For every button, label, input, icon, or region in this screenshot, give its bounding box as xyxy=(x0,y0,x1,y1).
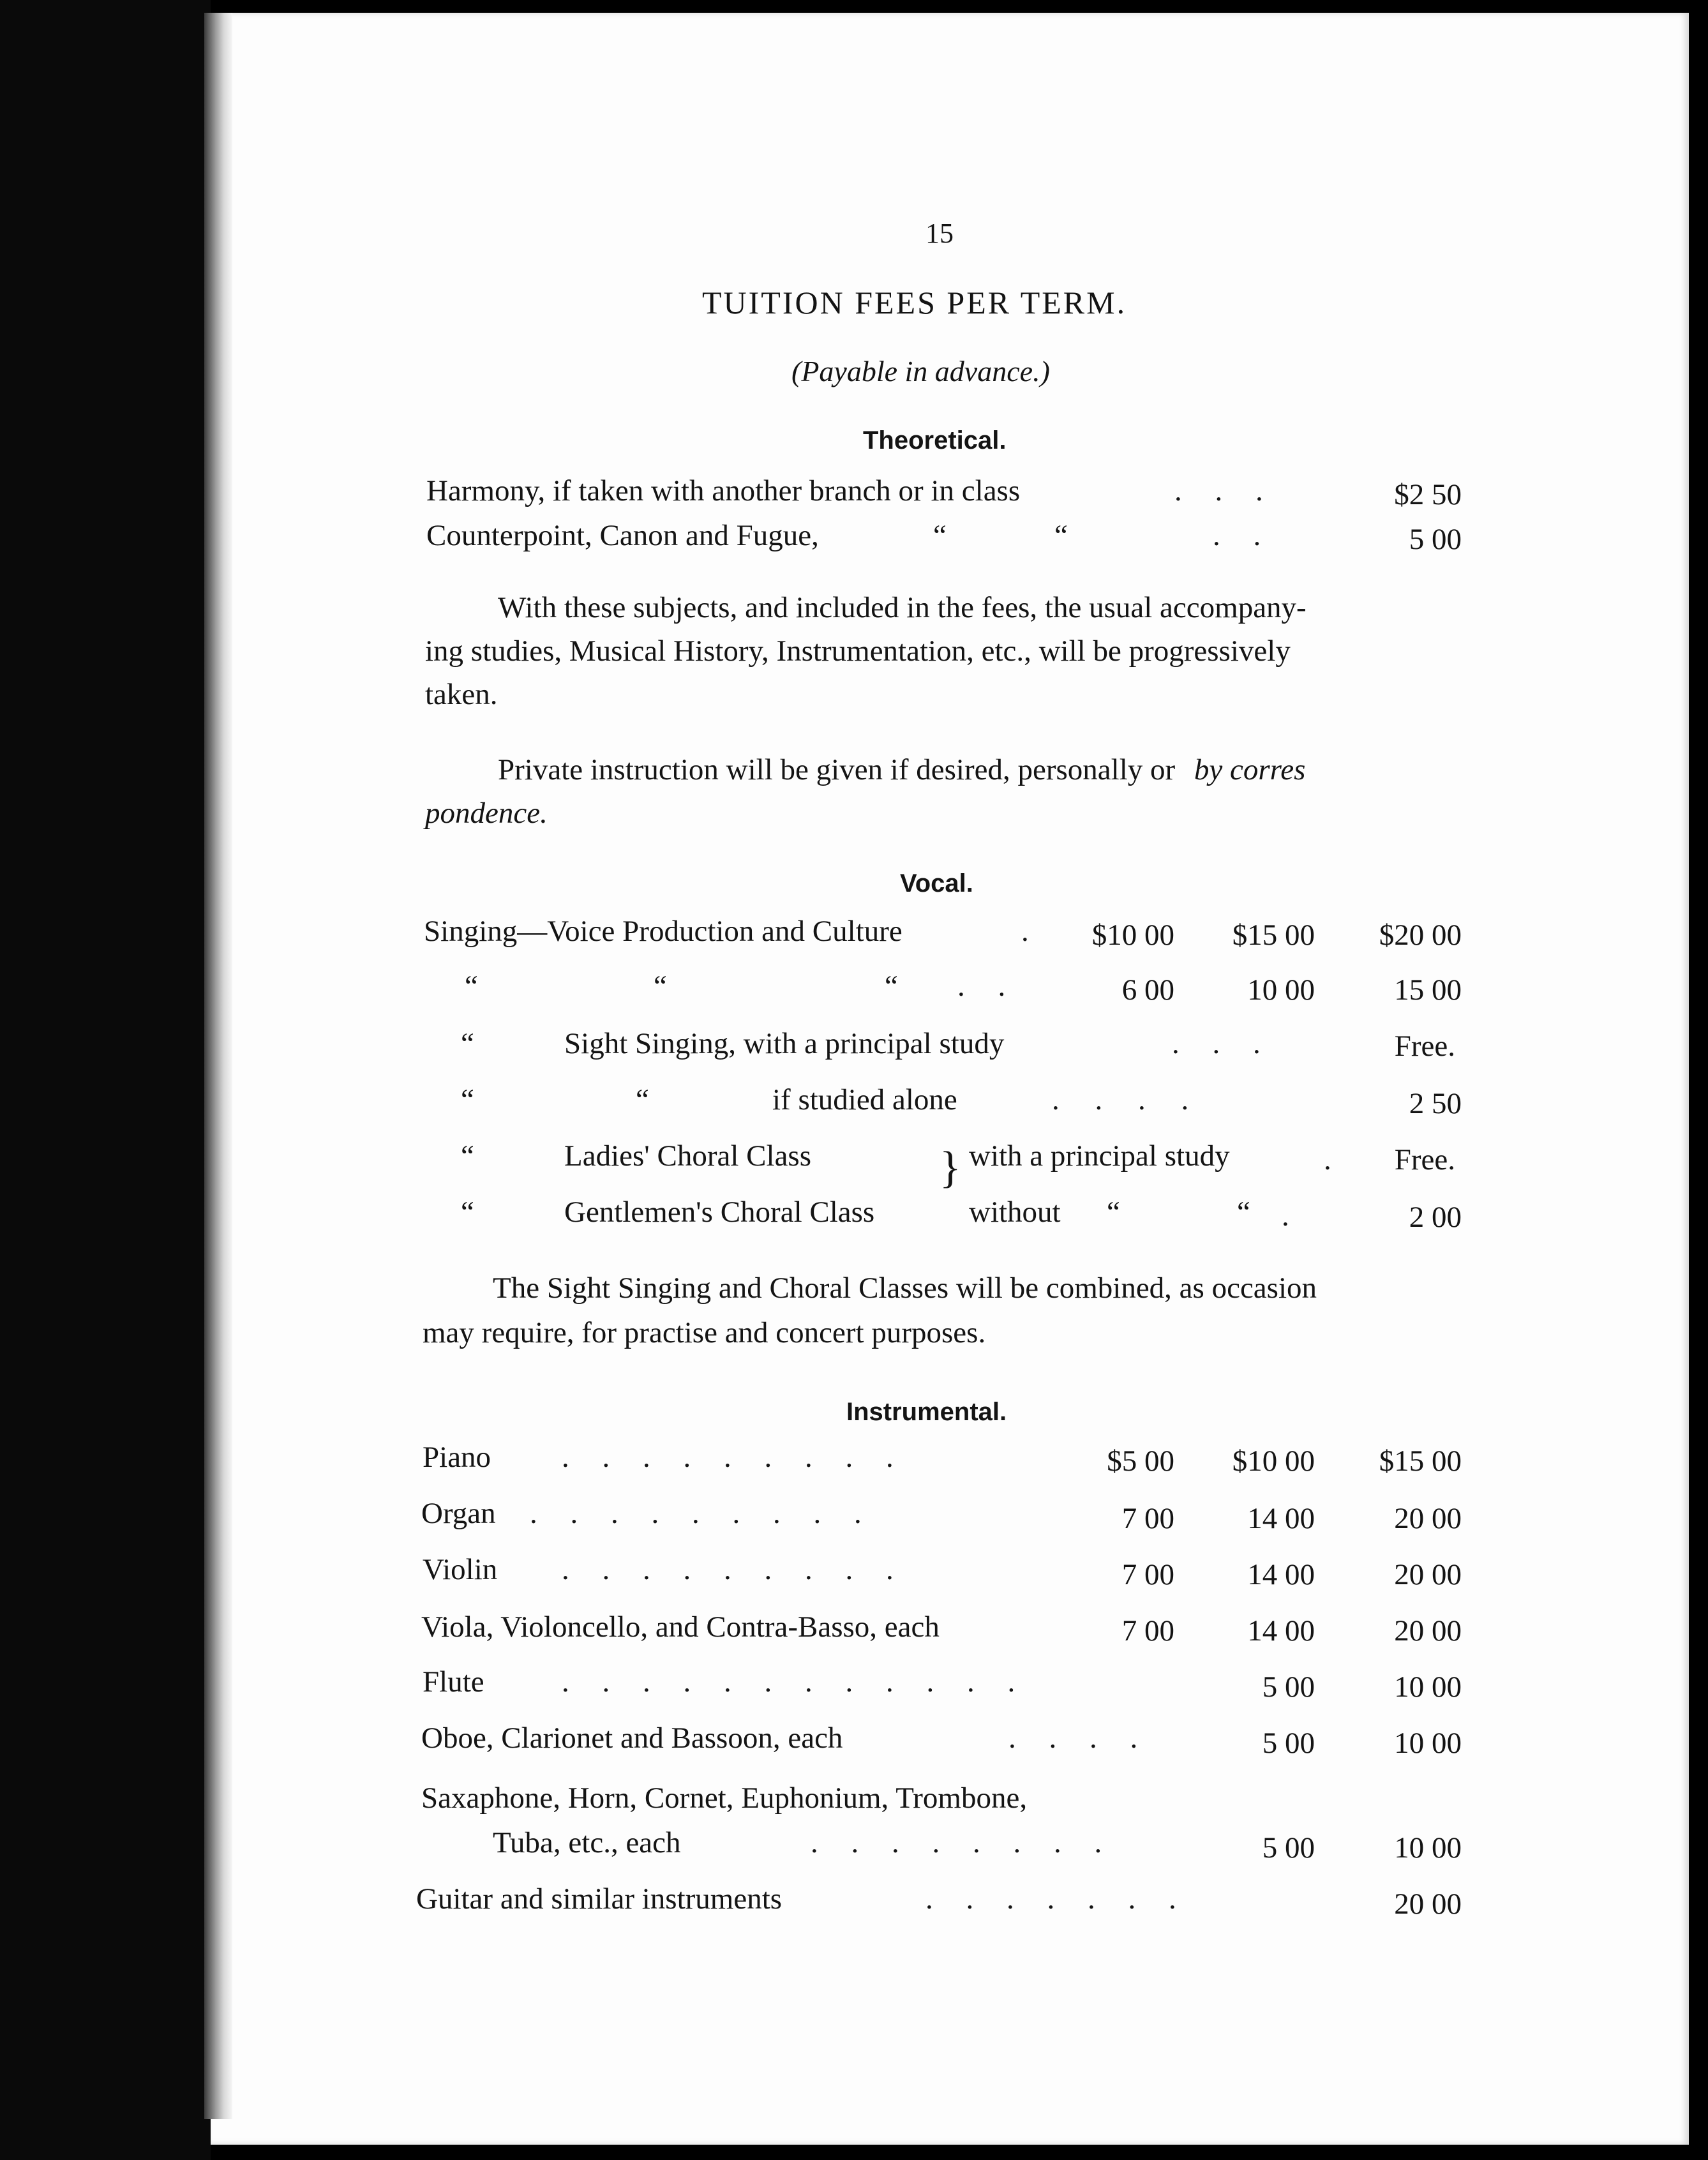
singing-price-2: $15 00 xyxy=(1232,919,1315,952)
vocal-row3-ditto: “ xyxy=(461,1027,474,1060)
vocal-row2-leader-dots: . . xyxy=(957,970,1006,1003)
saxaphone-line-1: Saxaphone, Horn, Cornet, Euphonium, Trombone, xyxy=(421,1781,1028,1815)
guitar-leader-dots: . . . . . . . xyxy=(925,1882,1176,1916)
page-subtitle: (Payable in advance.) xyxy=(791,355,1050,387)
harmony-price: $2 50 xyxy=(1394,478,1462,511)
counterpoint-label: Counterpoint, Canon and Fugue, xyxy=(426,519,819,552)
vocal-row2-price-3: 15 00 xyxy=(1394,973,1462,1007)
vocal-row2-price-2: 10 00 xyxy=(1247,973,1315,1007)
with-principal-label: with a principal study xyxy=(969,1139,1230,1173)
vocal-paragraph-line-2: may require, for practise and concert purposes. xyxy=(423,1316,986,1349)
vocal-row6-ditto-2: “ xyxy=(1107,1196,1120,1229)
vocal-row4-ditto-2: “ xyxy=(636,1083,649,1116)
document-page xyxy=(211,13,1689,2145)
flute-price-2: 5 00 xyxy=(1262,1670,1315,1704)
guitar-price-3: 20 00 xyxy=(1394,1887,1462,1921)
private-paragraph-line-1 xyxy=(498,748,1305,791)
counterpoint-ditto-1: “ xyxy=(933,519,947,552)
theoretical-heading: Theoretical. xyxy=(863,426,1007,454)
violin-label: Violin xyxy=(423,1553,498,1586)
viola-label: Viola, Violoncello, and Contra-Basso, each xyxy=(421,1610,940,1644)
instrumental-heading: Instrumental. xyxy=(846,1398,1007,1426)
piano-leader-dots: . . . . . . . . . xyxy=(562,1441,894,1474)
violin-leader-dots: . . . . . . . . . xyxy=(562,1553,894,1586)
studied-alone-leader-dots: . . . . xyxy=(1052,1083,1189,1116)
gentlemen-choral-leader-dots: . xyxy=(1282,1199,1289,1233)
sight-singing-price: Free. xyxy=(1394,1030,1455,1063)
organ-leader-dots: . . . . . . . . . xyxy=(530,1497,862,1530)
vocal-row5-ditto: “ xyxy=(461,1139,474,1173)
singing-leader-dots: . xyxy=(1021,915,1029,948)
theory-paragraph-line-3: taken. xyxy=(425,678,498,711)
saxaphone-price-2: 5 00 xyxy=(1262,1831,1315,1864)
ladies-choral-leader-dots: . xyxy=(1324,1143,1331,1176)
singing-price-3: $20 00 xyxy=(1379,919,1462,952)
oboe-price-2: 5 00 xyxy=(1262,1727,1315,1760)
page-title: TUITION FEES PER TERM. xyxy=(702,285,1127,320)
harmony-label: Harmony, if taken with another branch or in class xyxy=(426,474,1021,507)
violin-price-3: 20 00 xyxy=(1394,1558,1462,1591)
counterpoint-leader-dots: . . xyxy=(1213,519,1261,552)
piano-label: Piano xyxy=(423,1441,491,1474)
gentlemen-choral-label: Gentlemen's Choral Class xyxy=(564,1196,875,1229)
counterpoint-price: 5 00 xyxy=(1409,523,1462,556)
saxaphone-leader-dots: . . . . . . . . xyxy=(811,1826,1102,1859)
piano-price-3: $15 00 xyxy=(1379,1444,1462,1478)
vocal-row2-ditto-2: “ xyxy=(654,970,667,1003)
ladies-choral-label: Ladies' Choral Class xyxy=(564,1139,812,1173)
vocal-row6-ditto-3: “ xyxy=(1237,1196,1250,1229)
page-number: 15 xyxy=(925,218,954,249)
sight-singing-label: Sight Singing, with a principal study xyxy=(564,1027,1005,1060)
counterpoint-ditto-2: “ xyxy=(1054,519,1068,552)
harmony-leader-dots: . . . xyxy=(1174,474,1263,507)
singing-price-1: $10 00 xyxy=(1091,919,1174,952)
organ-price-3: 20 00 xyxy=(1394,1502,1462,1535)
choral-brace: } xyxy=(940,1143,961,1192)
flute-leader-dots: . . . . . . . . . . . . xyxy=(562,1665,1015,1699)
page-binding xyxy=(204,13,232,2119)
saxaphone-price-3: 10 00 xyxy=(1394,1831,1462,1864)
vocal-row4-ditto-1: “ xyxy=(461,1083,474,1116)
guitar-label: Guitar and similar instruments xyxy=(416,1882,783,1916)
vocal-row6-ditto: “ xyxy=(461,1196,474,1229)
vocal-row2-ditto-1: “ xyxy=(465,970,478,1003)
vocal-row2-price-1: 6 00 xyxy=(1121,973,1174,1007)
vocal-heading: Vocal. xyxy=(900,869,973,897)
violin-price-2: 14 00 xyxy=(1247,1558,1315,1591)
left-page-edge xyxy=(0,0,211,2160)
vocal-paragraph-line-1: The Sight Singing and Choral Classes will be combined, as occasion xyxy=(493,1271,1317,1305)
viola-price-3: 20 00 xyxy=(1394,1614,1462,1647)
ladies-choral-price: Free. xyxy=(1394,1143,1455,1176)
organ-label: Organ xyxy=(421,1497,496,1530)
theory-paragraph-line-1: With these subjects, and included in the fees, the usual accompany- xyxy=(498,591,1307,624)
organ-price-1: 7 00 xyxy=(1121,1502,1174,1535)
viola-price-1: 7 00 xyxy=(1121,1614,1174,1647)
studied-alone-label: if studied alone xyxy=(772,1083,957,1116)
piano-price-2: $10 00 xyxy=(1232,1444,1315,1478)
private-paragraph-italic: by corres xyxy=(1194,753,1306,786)
private-paragraph-text: Private instruction will be given if desired, personally or xyxy=(498,753,1176,786)
viola-price-2: 14 00 xyxy=(1247,1614,1315,1647)
vocal-row2-ditto-3: “ xyxy=(885,970,898,1003)
oboe-label: Oboe, Clarionet and Bassoon, each xyxy=(421,1721,843,1755)
sight-singing-leader-dots: . . . xyxy=(1172,1027,1261,1060)
singing-label: Singing—Voice Production and Culture xyxy=(424,915,903,948)
without-label: without xyxy=(969,1196,1061,1229)
private-paragraph-line-2: pondence. xyxy=(425,797,548,830)
oboe-leader-dots: . . . . xyxy=(1008,1721,1138,1755)
studied-alone-price: 2 50 xyxy=(1409,1087,1462,1120)
gentlemen-choral-price: 2 00 xyxy=(1409,1201,1462,1234)
organ-price-2: 14 00 xyxy=(1247,1502,1315,1535)
violin-price-1: 7 00 xyxy=(1121,1558,1174,1591)
flute-price-3: 10 00 xyxy=(1394,1670,1462,1704)
flute-label: Flute xyxy=(423,1665,484,1699)
oboe-price-3: 10 00 xyxy=(1394,1727,1462,1760)
piano-price-1: $5 00 xyxy=(1107,1444,1174,1478)
saxaphone-label: Tuba, etc., each xyxy=(493,1826,681,1859)
theory-paragraph-line-2: ing studies, Musical History, Instrumentation, etc., will be progressively xyxy=(425,634,1291,668)
